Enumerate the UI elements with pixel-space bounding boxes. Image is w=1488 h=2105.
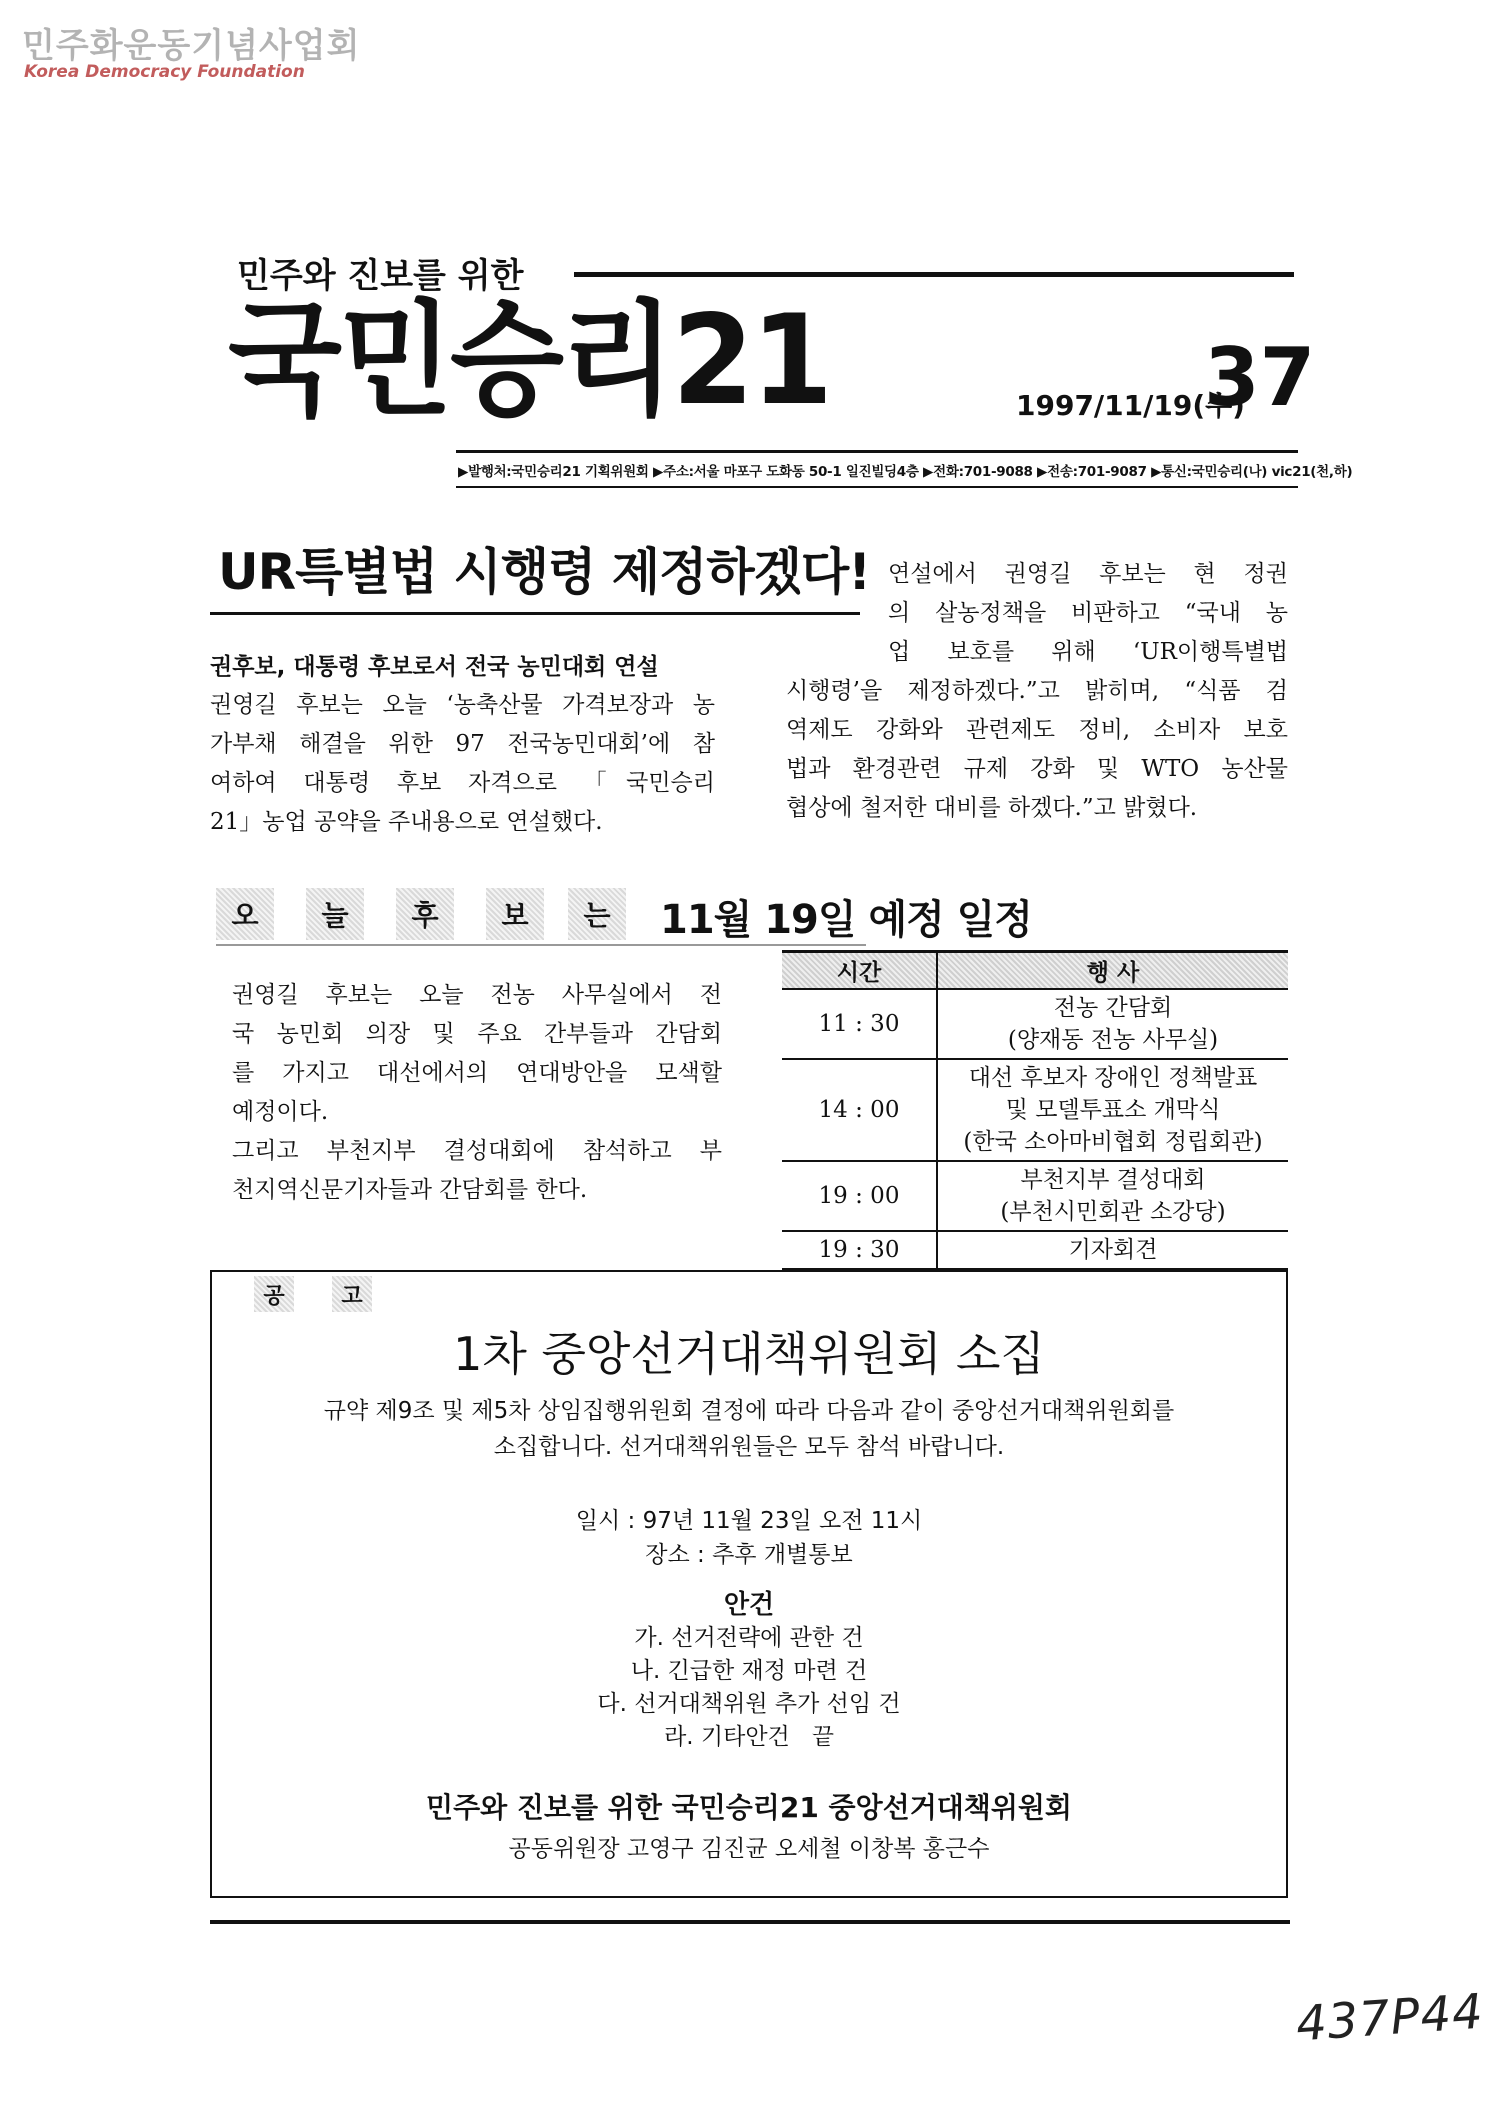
agenda-item: 나. 긴급한 재정 마련 건 [630,1658,868,1684]
article-left-column [210,686,715,842]
article-line: 권영길 후보는 오늘 ‘농축산물 가격보장과 농 [210,692,715,718]
notice-label-char: 고 [332,1276,372,1312]
info-top-rule [456,450,1298,453]
article-line: 법과 환경관련 규제 강화 및 WTO 농산물 [786,756,1288,782]
event-line: 및 모델투표소 개막식 [1005,1097,1221,1123]
article-line: 의 살농정책을 비판하고 “국내 농 [888,600,1288,626]
schedule-line: 를 가지고 대선에서의 연대방안을 모색할 [232,1060,722,1086]
handwritten-archive-number: 437P44 [1294,1983,1486,2053]
row-time: 19 : 30 [782,1231,937,1270]
heading-char: 는 [568,888,626,940]
masthead-top-rule [574,272,1294,277]
event-line: (양재동 전농 사무실) [1007,1027,1219,1053]
row-event [937,989,1288,1059]
event-line: (부천시민회관 소강당) [1000,1199,1226,1225]
schedule-line: 권영길 후보는 오늘 전농 사무실에서 전 [232,982,722,1008]
schedule-body [232,976,722,1210]
table-row [782,989,1288,1059]
event-line: 부천지부 결성대회 [1020,1167,1206,1193]
row-time: 14 : 00 [782,1059,937,1161]
issue-number: 37 [1204,331,1316,424]
event-line: (한국 소아마비협회 정립회관) [963,1129,1263,1155]
event-line: 기자회견 [1068,1237,1158,1263]
article-subheading: 권후보, 대통령 후보로서 전국 농민대회 연설 [210,654,659,680]
article-line: 역제도 강화와 관련제도 정비, 소비자 보호 [786,717,1288,743]
issue-date: 1997/11/19(수) [1016,389,1245,422]
agenda-item: 가. 선거전략에 관한 건 [634,1625,864,1651]
notice-date: 일시 : 97년 11월 23일 오전 11시 [575,1508,923,1534]
article-line: 21」농업 공약을 주내용으로 연설했다. [210,809,603,835]
notice-intro-line: 소집합니다. 선거대책위원들은 모두 참석 바랍니다. [493,1434,1005,1460]
notice-intro-line: 규약 제9조 및 제5차 상임집행위원회 결정에 따라 다음과 같이 중앙선거대책위원회를 [323,1398,1175,1424]
notice-label [254,1276,372,1312]
schedule-title: 11월 19일 예정 일정 [660,897,1032,943]
agenda-item: 라. 기타안건 끝 [664,1724,834,1750]
agenda-list [210,1622,1288,1754]
schedule-line: 예정이다. [232,1099,329,1125]
schedule-line: 천지역신문기자들과 간담회를 한다. [232,1177,588,1203]
table-row [782,1059,1288,1161]
heading-char: 보 [486,888,544,940]
table-row [782,1161,1288,1231]
article-line: 협상에 철저한 대비를 하겠다.”고 밝혔다. [786,795,1198,821]
table-row [782,1231,1288,1270]
agenda-heading: 안건 [723,1590,775,1620]
article-line: 여하여 대통령 후보 자격으로 「국민승리 [210,770,715,796]
article-line: 연설에서 권영길 후보는 현 정권 [888,561,1288,587]
watermark-korean: 민주화운동기념사업회 [22,26,361,66]
schedule-line: 그리고 부천지부 결성대회에 참석하고 부 [232,1138,722,1164]
article-line: 가부채 해결을 위한 97 전국농민대회’에 참 [210,731,715,757]
schedule-heading-chars [216,888,626,940]
notice-organization: 민주와 진보를 위한 국민승리21 중앙선거대책위원회 [426,1791,1072,1824]
headline-rule [210,612,860,615]
publisher-info: ▶발행처:국민승리21 기획위원회 ▶주소:서울 마포구 도화동 50-1 일진빌딩4층 ▶전화:701-9088 ▶전송:701-9087 ▶통신:국민승리(나) vic21(천,하) [458,464,1353,480]
masthead-tagline: 민주와 진보를 위한 [237,256,524,296]
watermark-english: Korea Democracy Foundation [24,62,305,82]
heading-char: 후 [396,888,454,940]
heading-char: 오 [216,888,274,940]
row-event [937,1231,1288,1270]
notice-place: 장소 : 추후 개별통보 [645,1542,853,1568]
newsletter-title: 국민승리21 [228,287,831,433]
bottom-rule [210,1920,1290,1924]
schedule-rule [216,944,866,946]
agenda-item: 다. 선거대책위원 추가 선임 건 [597,1691,901,1717]
row-time: 11 : 30 [782,989,937,1059]
row-event [937,1059,1288,1161]
heading-char: 늘 [306,888,364,940]
table-header-event: 행 사 [937,952,1288,990]
event-line: 전농 간담회 [1053,995,1173,1021]
notice-title: 1차 중앙선거대책위원회 소집 [453,1327,1045,1381]
article-line: 업 보호를 위해 ‘UR이행특별법 [888,639,1288,665]
notice-members: 공동위원장 고영구 김진균 오세철 이창복 홍근수 [508,1836,990,1862]
event-line: 대선 후보자 장애인 정책발표 [968,1065,1258,1091]
article-headline: UR특별법 시행령 제정하겠다! [218,543,871,601]
row-time: 19 : 00 [782,1161,937,1231]
table-header-time: 시간 [782,952,937,990]
info-bottom-rule [456,486,1298,488]
row-event [937,1161,1288,1231]
schedule-table [782,950,1288,1271]
schedule-line: 국 농민회 의장 및 주요 간부들과 간담회 [232,1021,722,1047]
notice-label-char: 공 [254,1276,294,1312]
article-line: 시행령’을 제정하겠다.”고 밝히며, “식품 검 [786,678,1288,704]
article-right-column [786,555,1288,828]
